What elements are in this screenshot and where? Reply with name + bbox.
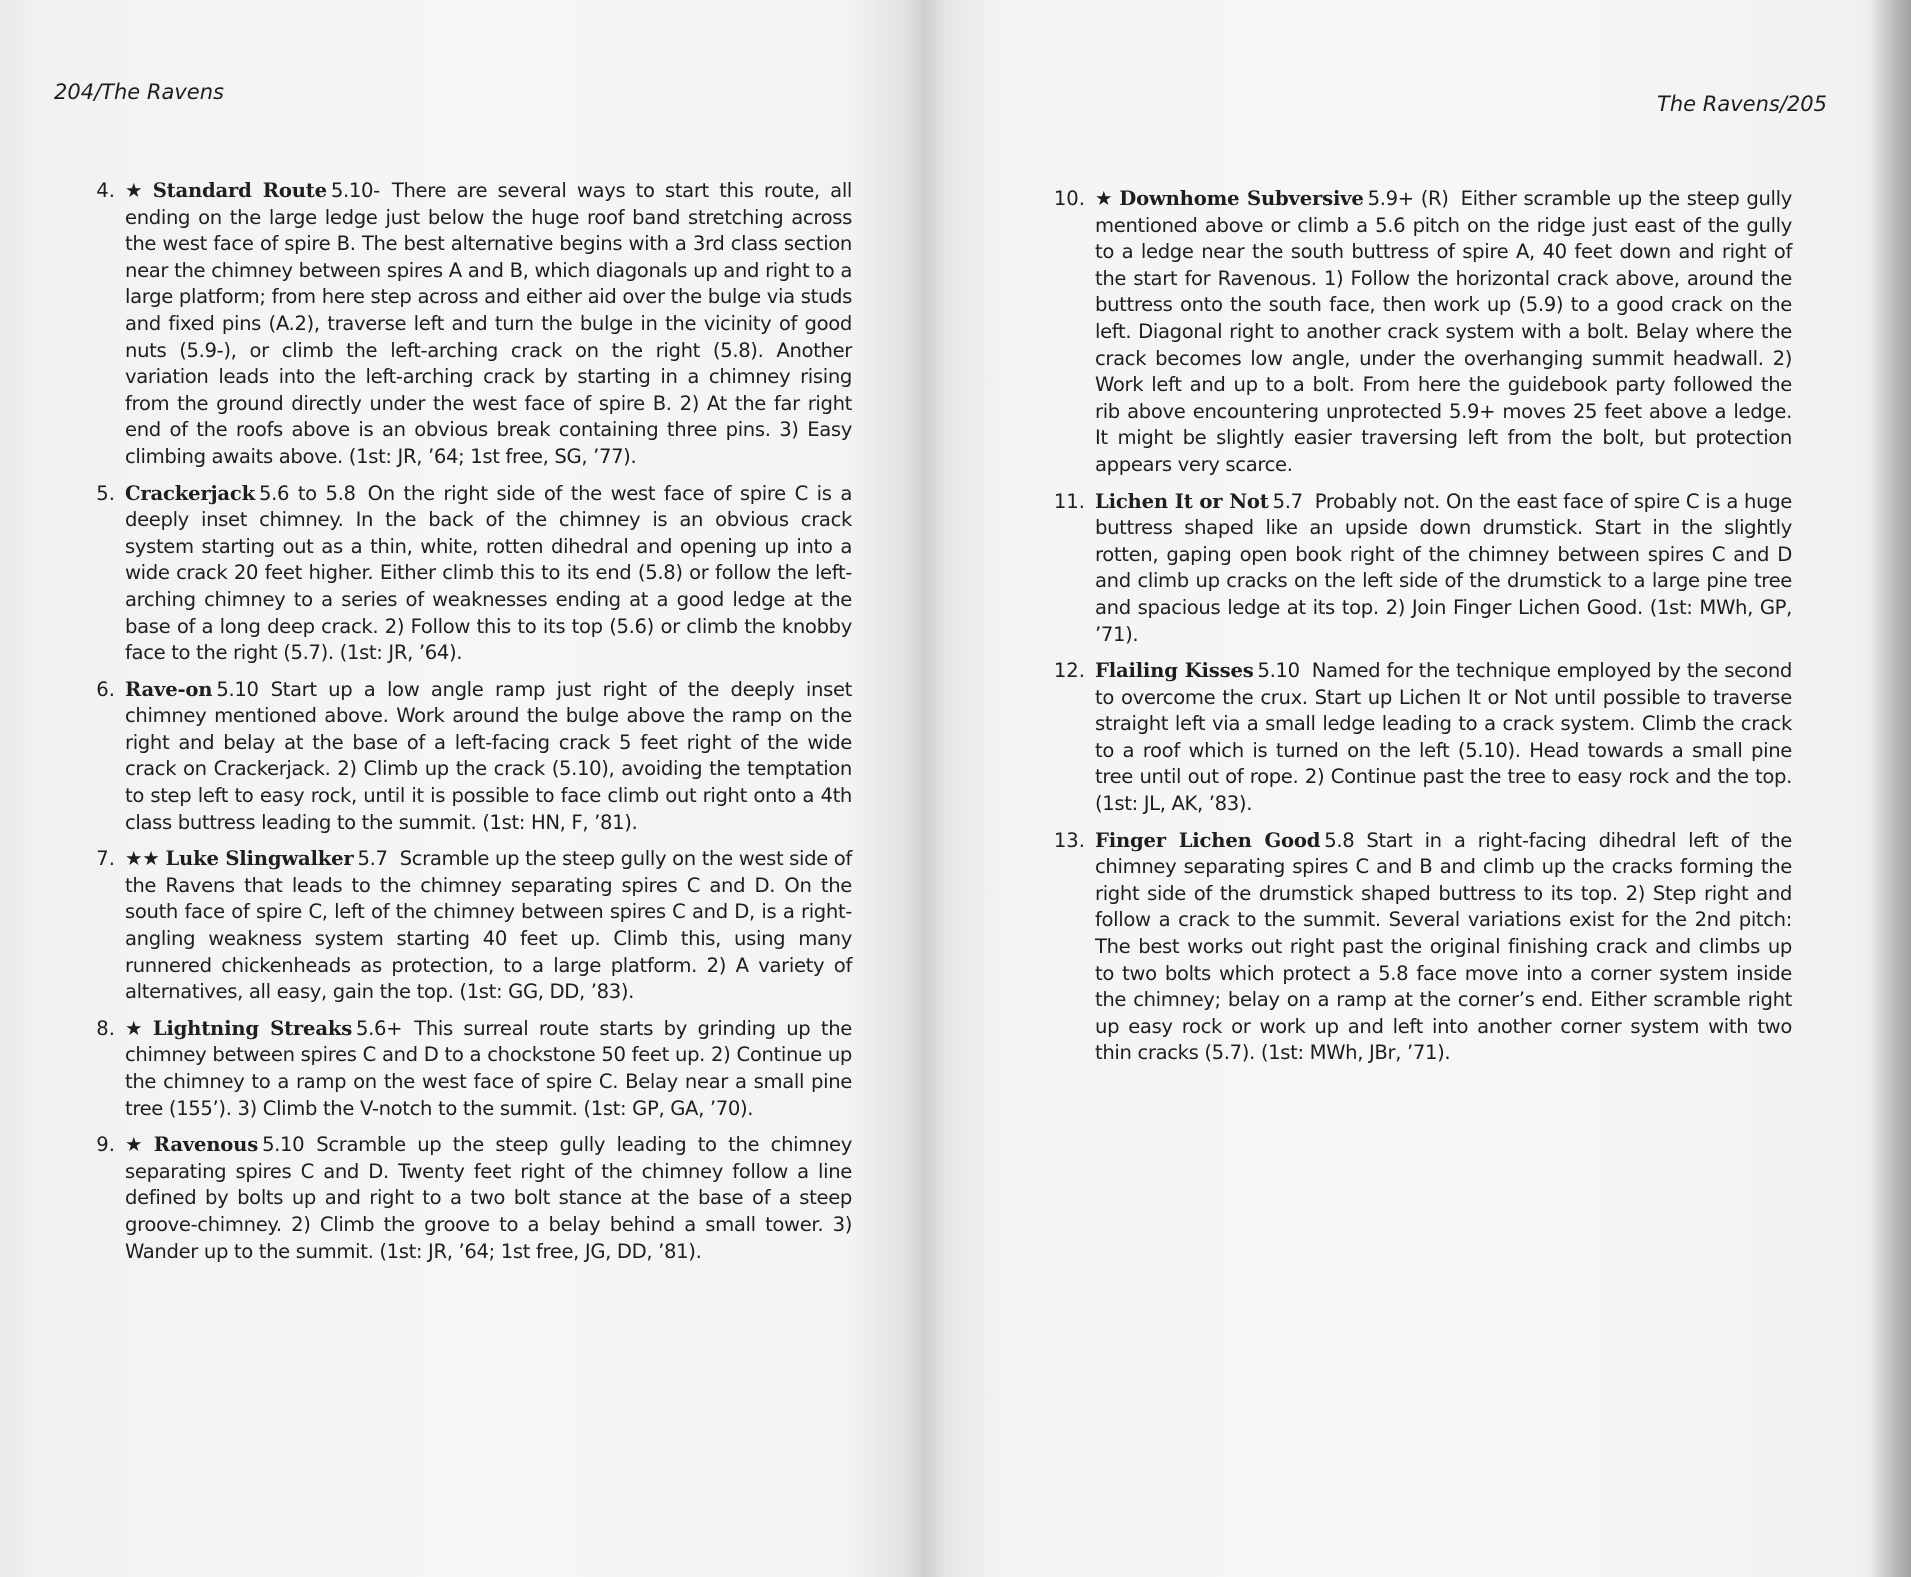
route-entry — [1040, 489, 1792, 649]
route-number: 8. — [96, 1016, 115, 1040]
route-grade: 5.6+ — [356, 1016, 403, 1040]
route-text: There are several ways to start this route, all ending on the large ledge just below the huge roof band stretching across the west face of spire B. The best alternative begins with a 3rd class section near the chimney between spires A and B, which diagonals up and right to a large platform; from here step across and either aid over the bulge via studs and fixed pins (A.2), traverse left and turn the bulge in the vicinity of good nuts (5.9-), or climb the left-arching crack on the right (5.8). Another variation leads into the left-arching crack by starting in a chimney rising from the ground directly under the west face of spire B. 2) At the far right end of the roofs above is an obvious break containing three pins. 3) Easy climbing awaits above. (1st: JR, ’64; 1st free, SG, ’77). — [125, 179, 853, 468]
page-edge-shadow — [1871, 0, 1911, 1577]
route-text: Start up a low angle ramp just right of the deeply inset chimney mentioned above. Work around the bulge above the ramp on the right and belay at the base of a left-facing crack 5 feet right of the wide crack on Crackerjack. 2) Climb up the crack (5.10), avoiding the temptation to step left to easy rock, until it is possible to face climb out right onto a 4th class buttress leading to the summit. (1st: HN, F, ’81). — [125, 677, 852, 834]
star-rating: ★ — [1095, 187, 1114, 210]
route-number: 10. — [1053, 187, 1085, 210]
star-rating: ★★ — [125, 847, 160, 871]
route-description — [125, 846, 852, 1006]
route-entry — [80, 1016, 852, 1122]
route-name: Finger Lichen Good — [1095, 828, 1321, 852]
route-number: 5. — [96, 481, 115, 505]
route-entry — [80, 481, 852, 667]
route-name: Standard Route — [152, 179, 327, 202]
route-grade: 5.6 to 5.8 — [259, 481, 356, 505]
route-grade: 5.10- — [330, 179, 380, 202]
route-number: 13. — [1053, 828, 1085, 852]
route-text: Either scramble up the steep gully mentioned above or climb a 5.6 pitch on the ridge just east of the gully to a ledge near the south buttress of spire A, 40 feet down and right of the start for Ravenous. 1) Follow the horizontal crack above, around the buttress onto the south face, then work up (5.9) to a good crack on the left. Diagonal right to another crack system with a bolt. Belay where the crack becomes low angle, under the overhanging summit headwall. 2) Work left and up to a bolt. From here the guidebook party followed the rib above encountering unprotected 5.9+ moves 25 feet above a ledge. It might be slightly easier traversing left from the bolt, but protection appears very scarce. — [1095, 187, 1792, 476]
route-name: Flailing Kisses — [1095, 659, 1254, 683]
route-name: Ravenous — [153, 1133, 259, 1157]
route-number: 7. — [96, 847, 115, 871]
route-name: Rave-on — [125, 677, 213, 701]
route-description — [1095, 489, 1792, 649]
star-rating: ★ — [125, 1016, 147, 1040]
route-entry — [1040, 186, 1792, 479]
route-description — [125, 481, 852, 667]
running-head: 204/The Ravens — [54, 80, 224, 104]
route-entry — [80, 178, 852, 471]
route-description — [1095, 186, 1792, 479]
left-page — [0, 0, 915, 1577]
route-entry — [1040, 658, 1792, 818]
route-entry — [80, 677, 852, 837]
route-description — [1095, 828, 1792, 1067]
route-description — [125, 677, 852, 837]
route-name: Crackerjack — [125, 481, 256, 505]
route-number: 6. — [96, 677, 115, 701]
route-grade: 5.9+ (R) — [1367, 187, 1449, 210]
route-name: Luke Slingwalker — [165, 847, 354, 871]
route-list — [1040, 186, 1792, 1077]
running-head: The Ravens/205 — [1657, 92, 1827, 116]
route-text: Named for the technique employed by the second to overcome the crux. Start up Lichen It or Not until possible to traverse straight left via a small ledge leading to a crack system. Climb the crack to a roof which is turned on the left (5.10). Head towards a small pine tree until out of rope. 2) Continue past the tree to easy rock and the top. (1st: JL, AK, ’83). — [1095, 659, 1792, 816]
route-description — [125, 178, 852, 471]
route-grade: 5.10 — [216, 677, 259, 701]
star-rating: ★ — [125, 1133, 148, 1157]
route-description — [125, 1016, 852, 1122]
route-text: Start in a right-facing dihedral left of the chimney separating spires C and B and climb up the cracks forming the right side of the drumstick shaped buttress to its top. 2) Step right and follow a crack to the summit. Several variations exist for the 2nd pitch: The best works out right past the original finishing crack and climbs up to two bolts which protect a 5.8 face move into a corner system inside the chimney; belay on a ramp at the corner’s end. Either scramble right up easy rock or work up and left into another corner system with two thin cracks (5.7). (1st: MWh, JBr, ’71). — [1095, 828, 1792, 1065]
route-number: 11. — [1053, 489, 1085, 513]
route-grade: 5.10 — [262, 1133, 305, 1157]
route-number: 4. — [96, 179, 115, 202]
route-grade: 5.8 — [1324, 828, 1355, 852]
route-entry — [80, 1132, 852, 1265]
route-text: Scramble up the steep gully leading to the chimney separating spires C and D. Twenty feet right of the chimney follow a line defined by bolts up and right to a two bolt stance at the base of a steep groove-chimney. 2) Climb the groove to a belay behind a small tower. 3) Wander up to the summit. (1st: JR, ’64; 1st free, JG, DD, ’81). — [125, 1133, 852, 1263]
route-name: Downhome Subversive — [1119, 187, 1364, 210]
route-text: This surreal route starts by grinding up the chimney between spires C and D to a chockstone 50 feet up. 2) Continue up the chimney to a ramp on the west face of spire C. Belay near a small pine tree (155’). 3) Climb the V-notch to the summit. (1st: GP, GA, ’70). — [125, 1016, 852, 1120]
route-name: Lightning Streaks — [152, 1016, 353, 1040]
route-grade: 5.7 — [1272, 489, 1303, 513]
route-number: 9. — [96, 1133, 115, 1157]
route-text: On the right side of the west face of spire C is a deeply inset chimney. In the back of the chimney is an obvious crack system starting out as a thin, white, rotten dihedral and opening up into a wide crack 20 feet higher. Either climb this to its end (5.8) or follow the left-arching chimney to a series of weaknesses ending at a good ledge at the base of a long deep crack. 2) Follow this to its top (5.6) or climb the knobby face to the right (5.7). (1st: JR, ’64). — [125, 481, 852, 665]
right-page — [945, 0, 1911, 1577]
route-grade: 5.10 — [1257, 659, 1300, 683]
route-grade: 5.7 — [357, 847, 388, 871]
route-description — [1095, 658, 1792, 818]
route-number: 12. — [1053, 659, 1085, 683]
route-list — [80, 178, 852, 1275]
star-rating: ★ — [125, 179, 147, 202]
route-description — [125, 1132, 852, 1265]
route-text: Probably not. On the east face of spire C is a huge buttress shaped like an upside down drumstick. Start in the slightly rotten, gaping open book right of the chimney between spires C and D and climb up cracks on the left side of the drumstick to a large pine tree and spacious ledge at its top. 2) Join Finger Lichen Good. (1st: MWh, GP, ’71). — [1095, 489, 1792, 646]
route-name: Lichen It or Not — [1095, 489, 1269, 513]
route-entry — [1040, 828, 1792, 1067]
route-entry — [80, 846, 852, 1006]
route-text: Scramble up the steep gully on the west side of the Ravens that leads to the chimney separating spires C and D. On the south face of spire C, left of the chimney between spires C and D, is a right-angling weakness system starting 40 feet up. Climb this, using many runnered chickenheads as protection, to a large platform. 2) A variety of alternatives, all easy, gain the top. (1st: GG, DD, ’83). — [125, 847, 852, 1004]
